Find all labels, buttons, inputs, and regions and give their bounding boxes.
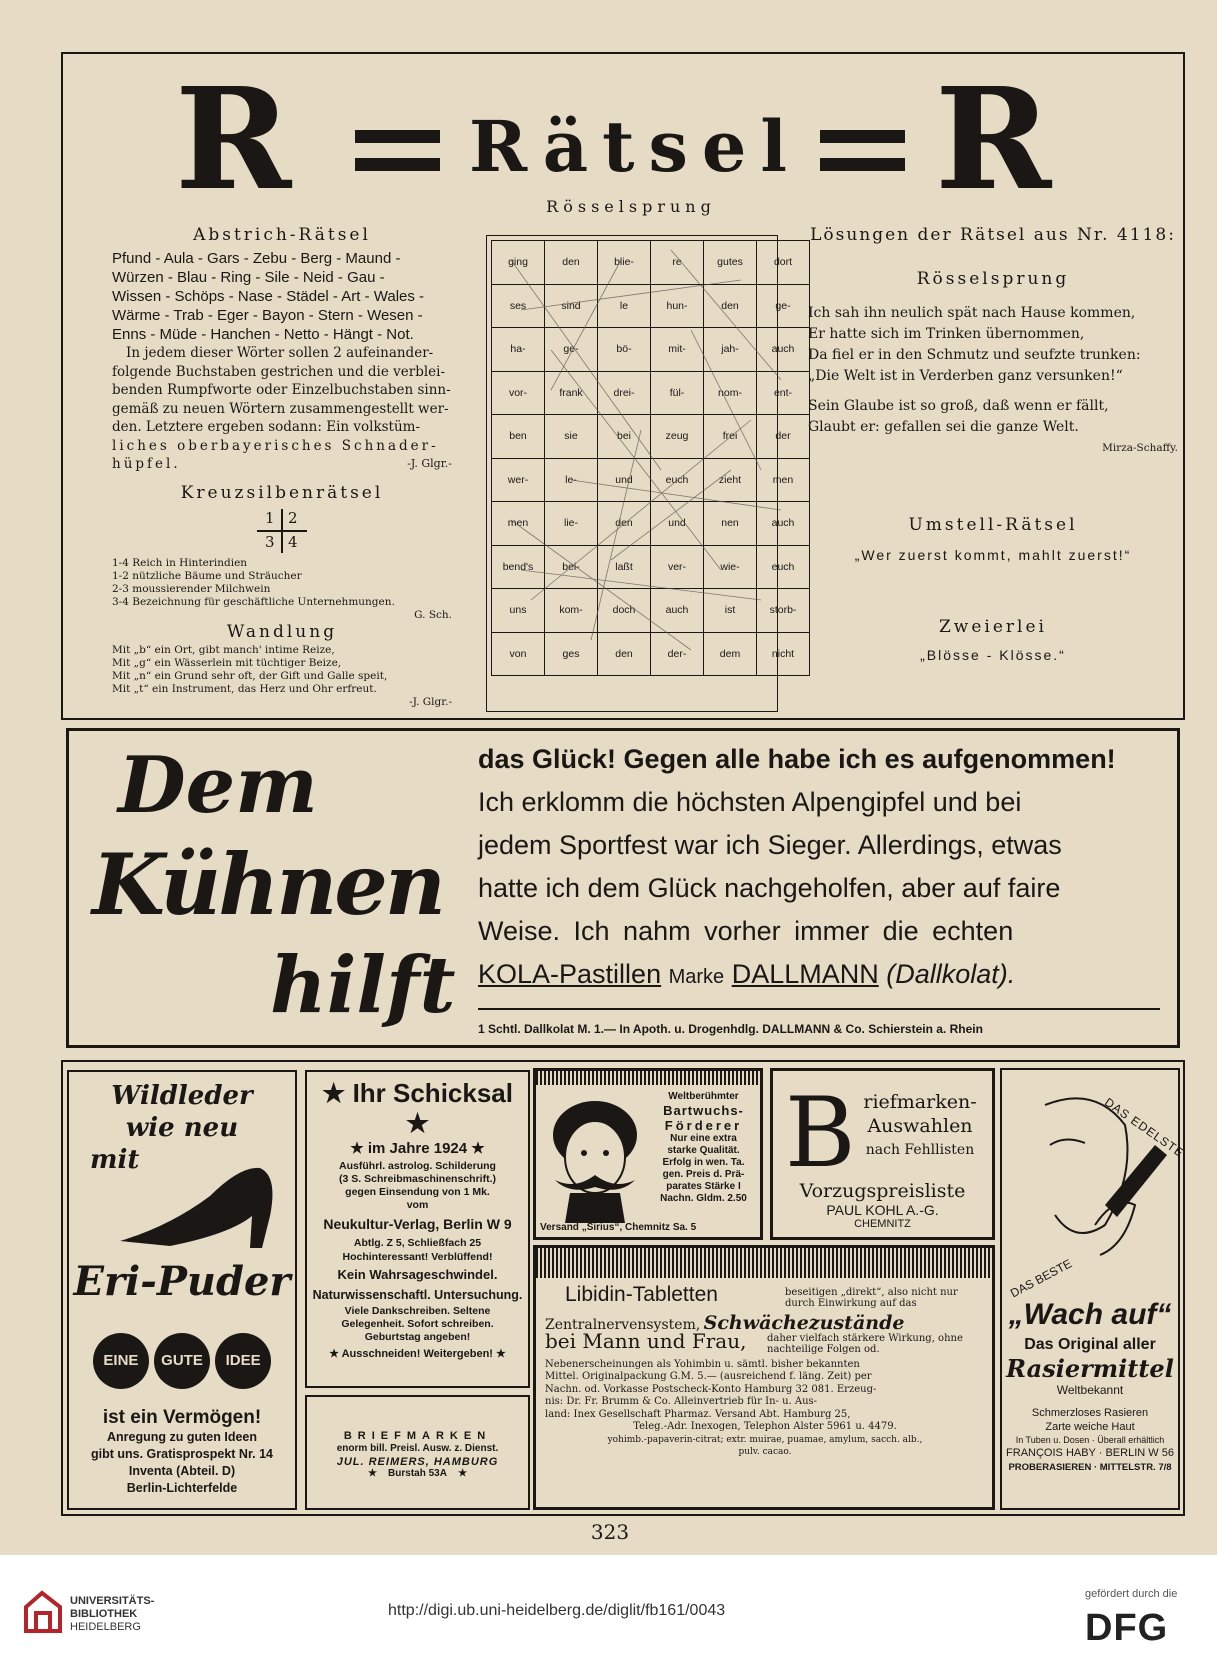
wachauf-ad [1002, 1295, 1178, 1474]
kola-last-line [478, 953, 1168, 999]
grid-cell: dem [704, 632, 757, 676]
poem-line: „Die Welt ist in Verderben ganz versunken!“ [808, 368, 1123, 384]
roesselsprung-heading: Rösselsprung [546, 197, 716, 216]
grid-cell: vor- [492, 371, 545, 415]
eri-line: gibt uns. Gratisprospekt Nr. 14 [91, 1447, 273, 1461]
kola-line: das Glück! Gegen alle habe ich es aufgenommen! [478, 744, 1116, 774]
kohl-line: nach Fehllisten [865, 1142, 975, 1158]
libidin-side: beseitigen „direkt“, also nicht nur durch Einwirkung auf das [785, 1287, 958, 1309]
grid-cell: ha- [492, 328, 545, 372]
zweierlei-answer: „Blösse - Klösse.“ [920, 647, 1066, 663]
grid-cell: und [598, 458, 651, 502]
grid-cell: und [651, 502, 704, 546]
wachauf-line: Weltbekannt [1056, 1383, 1124, 1397]
eri-brand: Eri-Puder [73, 1258, 291, 1305]
shaving-man-icon [1005, 1085, 1175, 1265]
pencil-line [551, 260, 621, 390]
eri-line: Berlin-Lichterfelde [126, 1481, 238, 1495]
libidin-body [545, 1359, 985, 1459]
kola-brand: KOLA-Pastillen [478, 959, 662, 989]
bart-line: gen. Preis d. Prä- [662, 1169, 745, 1180]
reimers-line: ★ Burstah 53A ★ [367, 1468, 468, 1479]
wandlung-heading: Wandlung [226, 622, 338, 642]
pencil-line [531, 420, 751, 600]
poem-line: Da fiel er in den Schmutz und seufzte trunken: [808, 347, 1141, 363]
kohl-big-letter: B [785, 1077, 856, 1189]
poem-author: Mirza-Schaffy. [1102, 442, 1178, 454]
grid-cell: ge- [757, 284, 810, 328]
schicksal-address: Abtlg. Z 5, Schließfach 25 [353, 1237, 482, 1249]
schicksal-line: (3 S. Schreibmaschinenschrift.) [339, 1173, 496, 1185]
eri-line: ist ein Vermögen! [102, 1407, 262, 1428]
grid-cell: lie- [545, 502, 598, 546]
text-line: folgende Buchstaben gestrichen und die verblei- [112, 363, 446, 380]
libidin-title: Libidin-Tabletten [565, 1283, 718, 1306]
library-logo-icon [22, 1587, 64, 1637]
kreuz-cell: 2 [288, 509, 298, 527]
abstrich-words [112, 249, 452, 344]
bart-line: Bartwuchs- [663, 1103, 744, 1118]
grid-cell: ver- [651, 545, 704, 589]
libidin-line: bei Mann und Frau, [545, 1328, 747, 1353]
library-name [70, 1595, 154, 1634]
grid-cell: den [545, 241, 598, 285]
title-bar-left-bottom [355, 158, 440, 171]
grid-cell: frank [545, 371, 598, 415]
grid-cell: nen [704, 502, 757, 546]
grid-cell: ge- [545, 328, 598, 372]
text-line: den. Letztere ergeben sodann: Ein volkstüm- [112, 419, 421, 435]
kola-dallmann: DALLMANN [731, 959, 879, 989]
viewer-footer [0, 1555, 1217, 1677]
wachauf-brand: „Wach auf“ [1008, 1298, 1172, 1331]
kreuz-cell: 1 [265, 509, 275, 527]
wachauf-line: Das Original aller [1024, 1336, 1156, 1353]
page-title: Rätsel [468, 105, 801, 188]
abstrich-heading: Abstrich-Rätsel [193, 225, 371, 245]
schicksal-line: Kein Wahrsageschwindel. [337, 1267, 498, 1282]
wandlung-line: Mit „n“ ein Grund sehr oft, der Gift und Galle speit, [112, 670, 388, 682]
roessel-solution-heading: Rösselsprung [916, 269, 1070, 289]
grid-cell: doch [598, 589, 651, 633]
kreuz-item: 2-3 moussierender Milchwein [112, 583, 271, 595]
schicksal-line: Geburtstag angeben! [364, 1331, 471, 1343]
schicksal-title: ★ Ihr Schicksal ★ [322, 1078, 513, 1138]
pencil-line [521, 280, 741, 310]
grid-cell: bei- [545, 545, 598, 589]
grid-cell: storb- [757, 589, 810, 633]
grid-cell: ging [492, 241, 545, 285]
grid-cell: auch [757, 328, 810, 372]
grid-cell: frei [704, 415, 757, 459]
libidin-ad [545, 1283, 985, 1459]
wandlung-lines [112, 644, 452, 709]
kola-dallkolat: (Dallkolat). [886, 959, 1016, 989]
bart-line: Förderer [664, 1118, 743, 1133]
schicksal-line: Naturwissenschaftl. Untersuchung. [312, 1288, 523, 1302]
wandlung-author: -J. Glgr.- [409, 696, 452, 708]
reimers-ad [308, 1430, 527, 1479]
grid-cell: den [598, 632, 651, 676]
kreuz-author: G. Sch. [414, 609, 452, 621]
eri-idea-badge: IDEE [215, 1333, 271, 1389]
kola-marke: Marke [668, 966, 725, 988]
grid-cell: von [492, 632, 545, 676]
text-line: benden Rumpfworte oder Einzelbuchstaben sinn- [112, 382, 451, 398]
libidin-body-line: Mittel. Originalpackung G.M. 5.— (ausreichend f. läng. Zeit) per [545, 1371, 872, 1382]
reimers-title: BRIEFMARKEN [343, 1430, 492, 1442]
page-number: 323 [590, 1520, 630, 1544]
grid-cell: dort [757, 241, 810, 285]
wachauf-line: Schmerzloses Rasieren [1031, 1407, 1149, 1419]
grid-cell: nicht [757, 632, 810, 676]
grid-cell: gutes [704, 241, 757, 285]
text-line: liches oberbayerisches Schnader- [112, 437, 439, 454]
grid-cell: sie [545, 415, 598, 459]
kohl-line: riefmarken- [863, 1091, 977, 1113]
libidin-header [545, 1283, 985, 1313]
wachauf-best: DAS BESTE [1008, 1256, 1075, 1301]
bart-line: starke Qualität. [667, 1145, 740, 1156]
eri-idea-badge: EINE [93, 1333, 149, 1389]
libidin-line: Schwächezustände [703, 1312, 905, 1334]
schicksal-line: Viele Dankschreiben. Seltene [344, 1305, 491, 1317]
title-bar-left-top [355, 130, 440, 143]
schicksal-line: vom [406, 1199, 429, 1211]
schicksal-line: gegen Einsendung von 1 Mk. [345, 1186, 490, 1198]
grid-cell: mit- [651, 328, 704, 372]
kreuz-item: 1-4 Reich in Hinterindien [112, 557, 248, 569]
loesungen [808, 225, 1178, 663]
text-line [112, 455, 452, 474]
library-line: BIBLIOTHEK [70, 1608, 138, 1620]
kreuz-cell: 3 [265, 533, 275, 551]
libidin-body-line: nis: Dr. Fr. Brumm & Co. Alleinvertrieb für In- u. Aus- [545, 1396, 818, 1407]
schicksal-line: Ausführl. astrolog. Schilderung [339, 1160, 496, 1172]
umstell-heading: Umstell-Rätsel [908, 515, 1078, 535]
wachauf-line: Rasiermittel [1006, 1354, 1174, 1383]
grid-cell: sind [545, 284, 598, 328]
kohl-ad-bottom [773, 1180, 992, 1231]
bart-line: Nur eine extra [670, 1133, 737, 1144]
kohl-city: CHEMNITZ [854, 1218, 911, 1230]
kola-line: Weise. Ich nahm vorher immer die echten [478, 916, 1014, 946]
poem-line: Glaubt er: gefallen sei die ganze Welt. [808, 419, 1079, 435]
grid-cell: re [651, 241, 704, 285]
grid-cell: ent- [757, 371, 810, 415]
schicksal-line: ★ Ausschneiden! Weitergeben! ★ [329, 1348, 506, 1360]
loesungen-heading: Lösungen der Rätsel aus Nr. 4118: [810, 225, 1176, 245]
eri-ad [70, 1080, 294, 1497]
libidin-body-line: pulv. cacao. [738, 1447, 792, 1457]
wandlung [112, 622, 452, 709]
pencil-line [511, 520, 691, 650]
eri-script: mit [90, 1145, 140, 1175]
text-line-end: hüpfel. [112, 456, 181, 472]
bart-footer: Versand „Sirius“, Chemnitz Sa. 5 [540, 1222, 697, 1233]
grid-cell: der [757, 415, 810, 459]
pencil-line [511, 260, 661, 470]
funded-by: gefördert durch die [1085, 1588, 1178, 1600]
schicksal-line: Gelegenheit. Sofort schreiben. [341, 1318, 494, 1330]
kohl-company: PAUL KOHL A.-G. [826, 1202, 939, 1218]
wandlung-line: Mit „g“ ein Wässerlein mit tüchtiger Beize, [112, 657, 342, 669]
grid-cell: der- [651, 632, 704, 676]
dfg-logo: DFG [1085, 1607, 1169, 1649]
grid-cell: kom- [545, 589, 598, 633]
schicksal-publisher: Neukultur-Verlag, Berlin W 9 [323, 1216, 512, 1232]
grid-cell: men [492, 502, 545, 546]
abstrich-author: -J. Glgr.- [407, 457, 452, 470]
kreuz-cell: 4 [288, 533, 298, 551]
grid-cell: laßt [598, 545, 651, 589]
eri-buttons [70, 1333, 294, 1389]
reimers-address: Burstah 53A [388, 1468, 447, 1479]
kola-footer: 1 Schtl. Dallkolat M. 1.— In Apoth. u. Drogenhdlg. DALLMANN & Co. Schierstein a. Rhein [478, 1022, 983, 1036]
grid-pencil-marks [491, 240, 811, 670]
grid-cell: jah- [704, 328, 757, 372]
pencil-line [521, 570, 761, 600]
wachauf-line: In Tuben u. Dosen · Überall erhältlich [1015, 1435, 1165, 1445]
grid-cell: bei [598, 415, 651, 459]
wachauf-line: PROBERASIEREN · MITTELSTR. 7/8 [1008, 1462, 1172, 1473]
kohl-ad-lines [850, 1090, 990, 1162]
library-line: UNIVERSITÄTS- [70, 1595, 155, 1607]
grid-cell: bö- [598, 328, 651, 372]
schicksal-year-text: im Jahre 1924 [367, 1140, 468, 1157]
reimers-line: enorm bill. Preisl. Ausw. z. Dienst. [336, 1443, 499, 1454]
library-line: HEIDELBERG [70, 1621, 141, 1633]
grid-cell: wie- [704, 545, 757, 589]
wachauf-line: Zarte weiche Haut [1045, 1421, 1135, 1433]
pencil-line [551, 350, 721, 570]
word-line: Enns - Müde - Hanchen - Netto - Hängt - Not. [112, 326, 414, 343]
grid-cell: blie- [598, 241, 651, 285]
ornament-right: R [935, 58, 1052, 222]
poem [808, 303, 1178, 455]
libidin-body-line: yohimb.-papaverin-citrat; extr. muirae, puamae, amylum, sacch. alb., [607, 1434, 923, 1445]
eri-line: Anregung zu guten Ideen [107, 1430, 257, 1444]
grid-cell: zieht [704, 458, 757, 502]
wandlung-line: Mit „t“ ein Instrument, das Herz und Ohr erfreut. [112, 683, 377, 695]
wachauf-line: FRANÇOIS HABY · BERLIN W 56 [1006, 1447, 1174, 1459]
libidin-body-line: Teleg.-Adr. Inexogen, Telephon Alster 5961 u. 4479. [633, 1421, 897, 1432]
wandlung-line: Mit „b“ ein Ort, gibt manch' intime Reize, [112, 644, 335, 656]
grid-cell: ses [492, 284, 545, 328]
schicksal-line: Hochinteressant! Verblüffend! [342, 1251, 493, 1263]
bart-line: Erfolg in wen. Ta. [662, 1157, 745, 1168]
kreuz-grid [257, 509, 307, 553]
abstrich-text [112, 344, 452, 474]
kreuz-heading: Kreuzsilbenrätsel [180, 483, 384, 503]
text-line: In jedem dieser Wörter sollen 2 aufeinander- [126, 345, 434, 361]
poem-line: Sein Glaube ist so groß, daß wenn er fällt, [808, 398, 1109, 414]
schicksal-cutout: Ausschneiden! Weitergeben! [341, 1348, 493, 1360]
word-line: Würzen - Blau - Ring - Sile - Neid - Gau - [112, 269, 385, 286]
kreuz-item: 1-2 nützliche Bäume und Sträucher [112, 570, 302, 582]
title-bar-right-top [820, 130, 905, 143]
grid-cell: hun- [651, 284, 704, 328]
kreuz-items [112, 557, 452, 622]
grid-cell: auch [757, 502, 810, 546]
eri-script: wie neu [125, 1113, 239, 1143]
pencil-line [571, 480, 781, 510]
grid-cell: ges [545, 632, 598, 676]
libidin-body-line: Nebenerscheinungen als Yohimbin u. sämtl. bisher bekannten [545, 1358, 860, 1370]
grid-cell: le [598, 284, 651, 328]
grid-cell: wer- [492, 458, 545, 502]
kola-ad-text [478, 738, 1168, 999]
bart-ad [646, 1090, 761, 1205]
abstrich-raetsel [112, 225, 452, 474]
grid-cell: den [598, 502, 651, 546]
text-line: gemäß zu neuen Wörtern zusammengestellt wer- [112, 400, 449, 417]
kreuzsilben-raetsel [112, 483, 452, 622]
libidin-stripes [536, 1248, 992, 1278]
pencil-line [611, 470, 731, 560]
bart-line: Weltberühmter [668, 1091, 739, 1102]
grid-cell: euch [651, 458, 704, 502]
bart-line: Nachn. Gldm. 2.50 [660, 1193, 747, 1204]
zweierlei-heading: Zweierlei [939, 617, 1047, 637]
grid-cell: zeug [651, 415, 704, 459]
kohl-line2: Vorzugspreisliste [799, 1180, 966, 1202]
kola-script-hilft: hilft [270, 940, 456, 1031]
bart-line: parates Stärke I [666, 1181, 741, 1192]
poem-line: Er hatte sich im Trinken übernommen, [808, 326, 1085, 342]
bearded-man-icon [540, 1095, 645, 1225]
pencil-line [691, 330, 761, 470]
grid-cell: le- [545, 458, 598, 502]
reimers-line: JUL. REIMERS, HAMBURG [336, 1456, 499, 1468]
kola-script-dem: Dem [118, 740, 318, 831]
eri-line: Inventa (Abteil. D) [128, 1464, 236, 1478]
kola-divider [478, 1008, 1160, 1010]
grid-cell: nom- [704, 371, 757, 415]
schicksal-year: ★ im Jahre 1924 ★ [350, 1140, 485, 1157]
kreuz-item: 3-4 Bezeichnung für geschäftliche Unternehmungen. [112, 596, 395, 608]
schicksal-ad [308, 1078, 527, 1364]
wachauf-top: DAS EDELSTE [1101, 1095, 1187, 1161]
bart-stripes [536, 1071, 760, 1085]
libidin-line: Zentralnervensystem, [545, 1317, 701, 1333]
grid-cell: euch [757, 545, 810, 589]
permalink-url[interactable]: http://digi.ub.uni-heidelberg.de/diglit/fb161/0043 [388, 1602, 726, 1619]
kola-script-kuehnen: Kühnen [92, 835, 443, 934]
poem-line: Ich sah ihn neulich spät nach Hause kommen, [808, 305, 1136, 321]
libidin-body-line: Nachn. od. Vorkasse Postscheck-Konto Hamburg 32 081. Erzeug- [545, 1383, 877, 1395]
kola-line: jedem Sportfest war ich Sieger. Allerdings, etwas [478, 830, 1062, 860]
kola-line: Ich erklomm die höchsten Alpengipfel und bei [478, 787, 1022, 817]
word-line: Wärme - Trab - Eger - Bayon - Stern - Wesen - [112, 307, 423, 324]
grid-cell: uns [492, 589, 545, 633]
grid-cell: bend's [492, 545, 545, 589]
eri-idea-badge: GUTE [154, 1333, 210, 1389]
grid-cell: auch [651, 589, 704, 633]
grid-cell: men [757, 458, 810, 502]
libidin-row2 [545, 1328, 985, 1359]
title-bar-right-bottom [820, 158, 905, 171]
libidin-line: daher vielfach stärkere Wirkung, ohne nachteilige Folgen od. [767, 1332, 963, 1355]
grid-cell: drei- [598, 371, 651, 415]
word-line: Wissen - Schöps - Nase - Städel - Art - Wales - [112, 288, 425, 305]
kola-line: hatte ich dem Glück nachgeholfen, aber auf faire [478, 873, 1061, 903]
grid-cell: fül- [651, 371, 704, 415]
word-line: Pfund - Aula - Gars - Zebu - Berg - Maund - [112, 250, 401, 267]
pencil-line [671, 250, 781, 380]
grid-cell: ist [704, 589, 757, 633]
schicksal-title-text: Ihr Schicksal [352, 1078, 513, 1108]
grid-cell: ben [492, 415, 545, 459]
ornament-left: R [175, 58, 292, 222]
libidin-body-line: land: Inex Gesellschaft Pharmaz. Versand Abt. Hamburg 25, [545, 1408, 851, 1420]
eri-script: Wildleder [111, 1081, 253, 1111]
grid-cell: den [704, 284, 757, 328]
kohl-line: Auswahlen [867, 1115, 973, 1137]
umstell-answer: „Wer zuerst kommt, mahlt zuerst!“ [854, 547, 1132, 563]
